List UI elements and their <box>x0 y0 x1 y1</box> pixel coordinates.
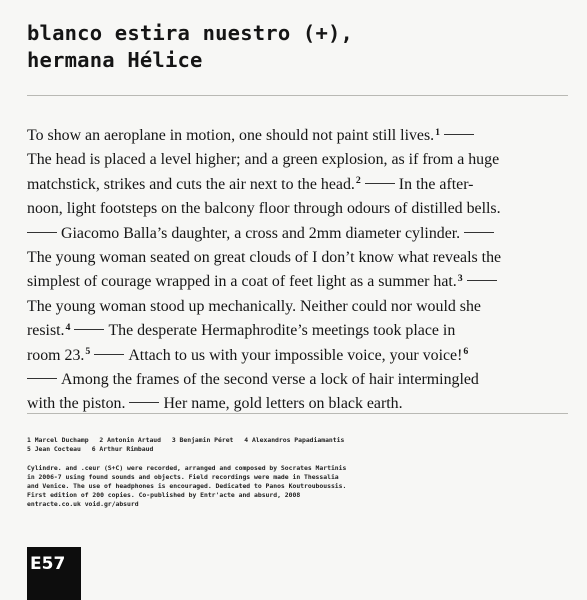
catalog-number-badge: E57 <box>27 547 81 600</box>
title-line-2: hermana Hélice <box>27 48 203 72</box>
dash-separator <box>444 134 474 135</box>
credits-line: Cylindre. and .ceur (S+C) were recorded, arranged and composed by Socrates Martinis <box>27 464 347 472</box>
top-divider <box>27 95 568 96</box>
text-line: resist.$^4$ The desperate Hermaphrodite’s meetings took place in <box>27 321 456 340</box>
footnote-ref: 4 <box>65 321 71 333</box>
footnote-item: 6 Arthur Rimbaud <box>91 445 154 453</box>
footnote-ref: 1 <box>435 126 441 138</box>
dash-separator <box>129 402 159 403</box>
credits <box>27 464 346 509</box>
text-line: The young woman seated on great clouds of I don’t know what reveals the <box>27 249 502 267</box>
footnote-item: 5 Jean Cocteau <box>27 445 81 453</box>
bottom-divider <box>27 413 568 414</box>
dash-separator <box>464 232 494 233</box>
credits-links: entracte.co.uk void.gr/absurd <box>27 500 139 508</box>
footnote-ref: 6 <box>463 346 469 358</box>
credits-line: and Venice. The use of headphones is encouraged. Dedicated to Panos Koutrouboussis. <box>27 482 347 490</box>
text-line: Giacomo Balla’s daughter, a cross and 2mm diameter cylinder. <box>27 222 572 246</box>
footnote-item: 2 Antonin Artaud <box>99 436 161 444</box>
text-line: noon, light footsteps on the balcony floor through odours of distilled bells. <box>27 200 501 218</box>
dash-separator <box>94 354 124 355</box>
text-line: To show an aeroplane in motion, one should not paint still lives.$^1$ <box>27 124 572 148</box>
credits-line: in 2006-7 using found sounds and objects. Field recordings were made in Thessalia <box>27 473 339 481</box>
text-line: The young woman stood up mechanically. Neither could nor would she <box>27 297 481 315</box>
dash-separator <box>27 232 57 233</box>
poem-text <box>27 124 572 417</box>
text-line: matchstick, strikes and cuts the air next to the head.$^2$ In the after- <box>27 175 474 193</box>
footnote-item: 1 Marcel Duchamp <box>27 436 89 444</box>
footnote-ref: 3 <box>457 273 463 285</box>
text-line: Among the frames of the second verse a lock of hair intermingled <box>27 368 572 392</box>
footnotes <box>27 436 351 454</box>
text-line: The head is placed a level higher; and a green explosion, as if from a huge <box>27 151 500 169</box>
footnote-item: 4 Alexandros Papadiamantis <box>244 436 345 444</box>
footnote-ref: 2 <box>355 175 361 187</box>
text-line: simplest of courage wrapped in a coat of feet light as a summer hat.$^3$ <box>27 270 572 294</box>
dash-separator <box>74 329 104 330</box>
footnote-item: 3 Benjamin Péret <box>171 436 234 444</box>
page-title <box>27 20 353 74</box>
footnote-ref: 5 <box>85 346 91 358</box>
footnote-row <box>27 445 351 454</box>
footnote-row <box>27 436 351 445</box>
text-line: with the piston. Her name, gold letters on black earth. <box>27 395 403 413</box>
text-line: room 23.$^5$ Attach to us with your impossible voice, your voice!$^6$ <box>27 346 469 364</box>
dash-separator <box>365 183 395 184</box>
title-line-1: blanco estira nuestro (+), <box>27 21 354 45</box>
dash-separator <box>467 280 497 281</box>
dash-separator <box>27 378 57 379</box>
credits-line: First edition of 200 copies. Co-published by Entr'acte and absurd, 2008 <box>27 491 301 499</box>
